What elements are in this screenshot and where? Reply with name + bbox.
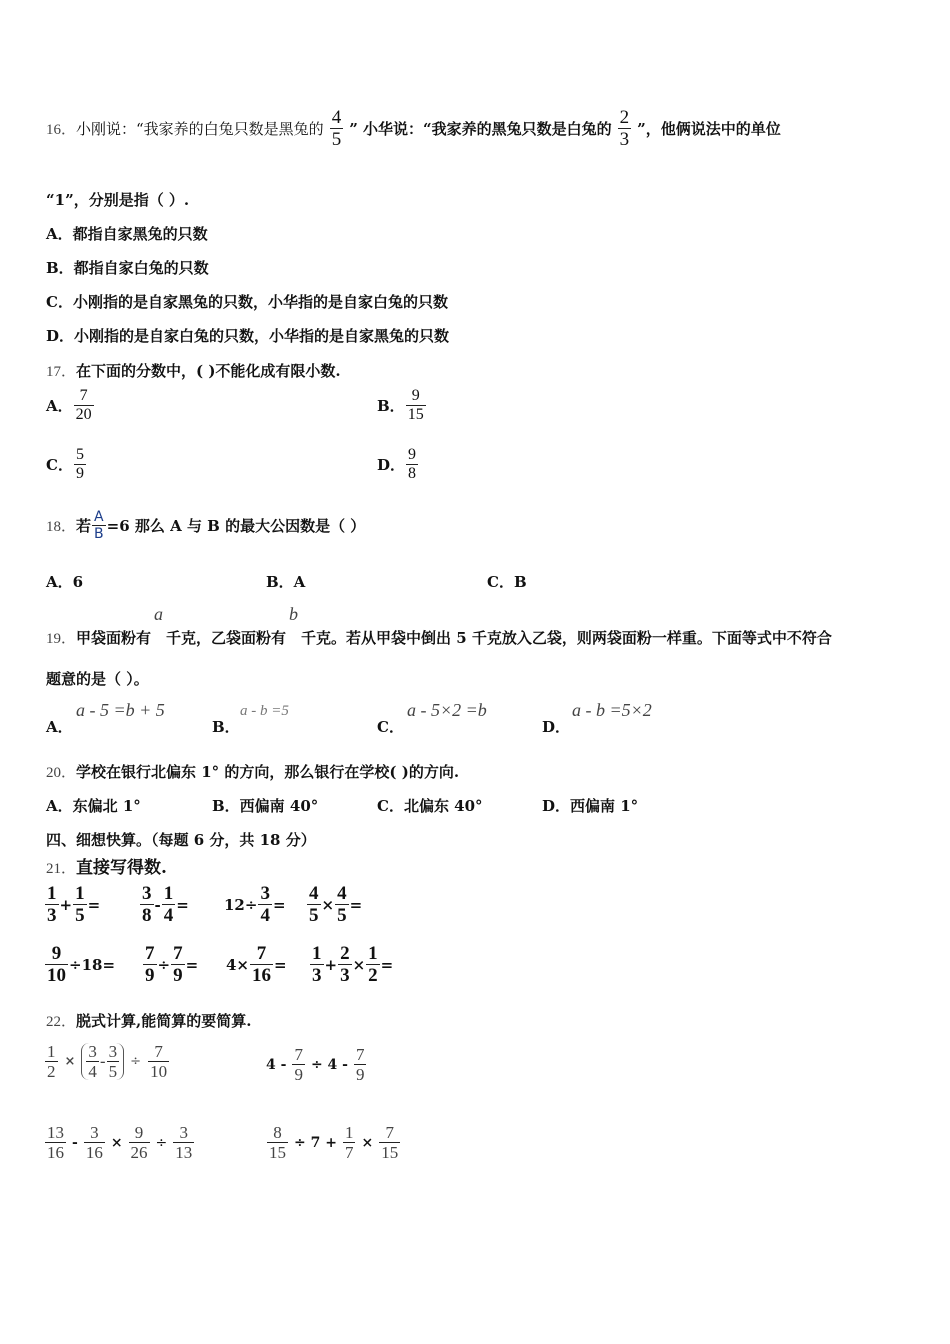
fraction: $\frac{7}{9}$ [355,1045,365,1084]
operator: × [361,1134,374,1151]
operator: × [352,955,366,974]
q21-r2-item-1 [44,944,115,985]
fraction: $\frac{7}{10}$ [150,1042,168,1081]
fraction: $\frac{9}{8}$ [408,446,417,482]
q17-option-b[interactable] [377,388,427,423]
q19-line2: 题意的是（ ）。 [46,670,149,688]
q21-r1-item-4 [306,884,362,925]
q19-text-1: 甲袋面粉有 [76,629,152,647]
q20-stem [46,761,459,782]
q21-r1-item-2 [139,884,189,925]
fraction: $\frac{3}{13}$ [175,1123,193,1162]
q20-option-c[interactable]: C．北偏东 40° [377,797,483,815]
q22-expression-3 [44,1124,195,1161]
equals: = [349,895,363,914]
operator: ÷ 7 + [294,1134,337,1151]
question-number: 18． [46,519,77,535]
fraction: $\frac{1}{4}$ [163,883,174,926]
q16-line2: “1”，分别是指（ ）. [46,191,190,209]
q21-r2-item-3 [226,944,287,985]
q19-stem [46,604,832,648]
fraction: $\frac{9}{10}$ [47,943,66,986]
q18-stem [46,510,365,541]
q21-r1-item-3 [224,884,286,925]
q16-text-3: ”，他俩说法中的单位 [637,119,781,138]
fraction: $\frac{5}{9}$ [75,446,84,482]
q17-text: 在下面的分数中，( )不能化成有限小数. [76,362,341,380]
suffix: ÷18= [69,955,116,974]
section-heading: 四、细想快算。（每题 6 分，共 18 分） [46,831,316,849]
q16-text-2: ” 小华说：“我家养的黑兔只数是白兔的 [349,119,612,138]
fraction: $\frac{7}{9}$ [145,943,155,986]
q16-option-a[interactable]: A．都指自家黑兔的只数 [46,225,208,243]
q18-option-b[interactable]: B．A [266,573,306,591]
q16-option-b[interactable]: B．都指自家白兔的只数 [46,259,209,277]
parentheses [81,1043,124,1080]
q22-stem [46,1010,251,1031]
equation: a - b =5 [240,703,289,719]
q22-expression-1 [44,1043,170,1080]
fraction: $\frac{4}{5}$ [309,883,319,926]
q22-title: 脱式计算,能简算的要简算. [76,1012,252,1030]
fraction: $\frac{3}{16}$ [85,1123,103,1162]
question-number: 16． [46,121,77,138]
q17-option-d[interactable] [377,447,419,482]
q20-text: 学校在银行北偏东 1° 的方向，那么银行在学校( )的方向. [76,763,460,781]
q16-text-1: 小刚说：“我家养的白兔只数是黑兔的 [76,119,324,138]
option-label: B． [377,397,405,415]
fraction: $\frac{3}{5}$ [108,1042,118,1081]
q21-title: 直接写得数. [76,858,167,878]
fraction-4-5: $\frac{4}{5}$ [331,106,342,150]
fraction: $\frac{3}{4}$ [88,1042,97,1081]
operator: ÷ [130,1054,142,1069]
operator: - [154,895,161,914]
fraction: $\frac{2}{3}$ [340,943,350,986]
equation: a - b =5×2 [572,700,652,720]
operator: ÷ [157,955,171,974]
q17-stem [46,360,341,381]
operator: + [59,895,73,914]
operator: × [110,1134,123,1151]
q17-option-c[interactable] [46,447,87,482]
prefix: 12÷ [224,895,258,914]
fraction: $\frac{9}{15}$ [407,387,424,423]
q20-option-d[interactable]: D．西偏南 1° [542,797,639,815]
question-number: 17． [46,364,77,380]
q21-r2-item-2 [142,944,198,985]
operator: - [72,1134,78,1151]
fraction: $\frac{3}{8}$ [142,883,152,926]
q19-text-3: 千克。若从甲袋中倒出 5 千克放入乙袋，则两袋面粉一样重。下面等式中不符合 [301,629,832,647]
q18-option-c[interactable]: C．B [487,573,527,591]
fraction: $\frac{3}{4}$ [260,883,270,926]
fraction: $\frac{1}{2}$ [47,1042,56,1081]
fraction: $\frac{7}{15}$ [381,1123,399,1162]
q19-text-2: 千克，乙袋面粉有 [166,629,287,647]
question-number: 20． [46,765,77,781]
option-label: A． [46,397,73,415]
fraction: $\frac{1}{5}$ [75,883,85,926]
fraction: $\frac{4}{5}$ [337,883,347,926]
prefix: 4× [226,955,250,974]
q21-r2-item-4 [309,944,393,985]
operator: ÷ 4 - [310,1056,348,1073]
fraction: $\frac{1}{2}$ [368,943,378,986]
q22-expression-4 [266,1124,401,1161]
fraction-a-b: $\frac{A}{B}$ [94,509,104,542]
equals: = [176,895,189,914]
equals: = [274,955,287,974]
prefix: 4 - [266,1056,287,1073]
equation: a - 5 =b + 5 [76,700,165,720]
equation: a - 5×2 =b [407,700,487,720]
q18-option-a[interactable]: A．6 [46,573,84,591]
fraction: $\frac{1}{7}$ [344,1123,354,1162]
q20-option-a[interactable]: A．东偏北 1° [46,797,141,815]
q21-r1-item-1 [44,884,100,925]
fraction-2-3: $\frac{2}{3}$ [619,106,630,150]
fraction: $\frac{1}{3}$ [312,943,322,986]
question-number: 22． [46,1014,77,1030]
fraction: $\frac{9}{26}$ [130,1123,148,1162]
option-label: D． [542,718,571,736]
operator: × [321,895,335,914]
q18-text-1: 若 [76,517,92,535]
variable-b: b [289,604,299,624]
question-number: 21． [46,861,77,877]
operator: - [99,1051,106,1072]
q20-option-b[interactable]: B．西偏南 40° [212,797,319,815]
option-label: C． [377,718,404,736]
option-label: A． [46,718,73,736]
q17-option-a[interactable] [46,388,95,423]
option-label: D． [377,456,406,474]
fraction: $\frac{7}{16}$ [252,943,272,986]
operator: ÷ [155,1134,168,1151]
equals: = [380,955,394,974]
q16-option-d[interactable]: D．小刚指的是自家白兔的只数，小华指的是自家黑兔的只数 [46,327,450,345]
equals: = [272,895,286,914]
option-label: C． [46,456,73,474]
equals: = [185,955,199,974]
fraction: $\frac{1}{3}$ [47,883,57,926]
fraction: $\frac{7}{9}$ [294,1045,303,1084]
option-label: B． [212,718,240,736]
question-number: 19． [46,631,77,647]
fraction: $\frac{8}{15}$ [269,1123,286,1162]
q16-stem [46,100,781,156]
fraction: $\frac{13}{16}$ [47,1123,64,1162]
q22-expression-2 [266,1046,367,1083]
fraction: $\frac{7}{9}$ [173,943,183,986]
operator: × [64,1054,76,1069]
operator: + [324,955,338,974]
q21-stem [46,853,167,878]
variable-a: a [154,604,164,624]
q18-text-2: =6 那么 A 与 B 的最大公因数是（ ） [106,517,366,535]
fraction: $\frac{7}{20}$ [75,387,92,423]
equals: = [87,895,101,914]
q16-option-c[interactable]: C．小刚指的是自家黑兔的只数，小华指的是自家白兔的只数 [46,293,448,311]
